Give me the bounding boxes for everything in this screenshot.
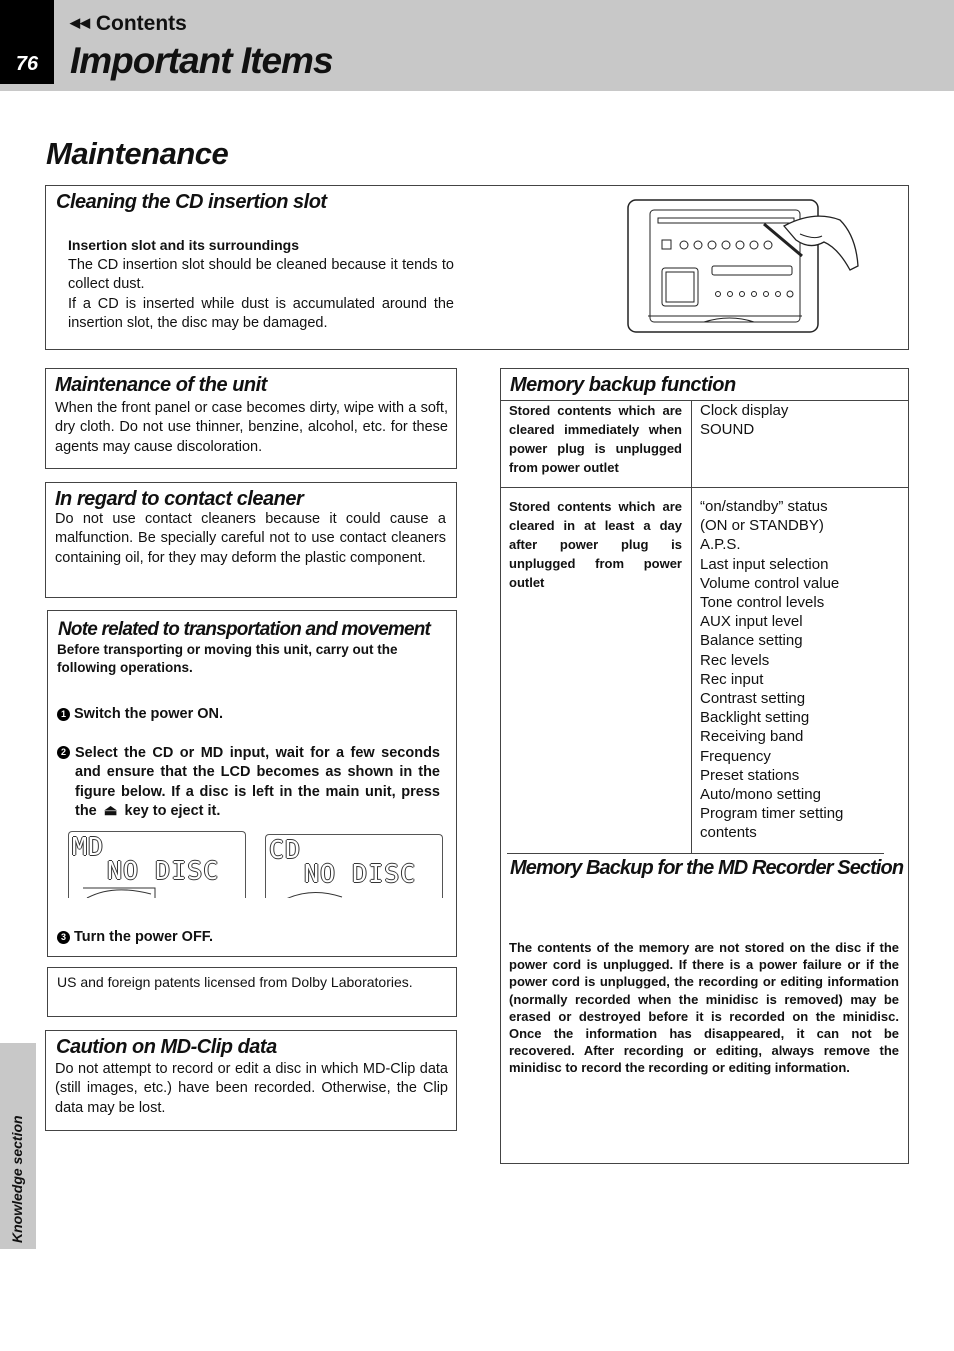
side-tab	[0, 1043, 36, 1249]
row-1-label: Stored contents which are cleared immediately when power plug is unplugged from power outlet	[509, 403, 682, 475]
transport-box	[47, 610, 457, 957]
lcd-md-label: MD	[72, 832, 105, 861]
patent-box	[47, 967, 457, 1017]
step-2-text-a: Select the CD or MD input, wait for a few seconds and ensure that the LCD becomes as shown in the figure below. If a disc is left in the main unit, press the	[75, 745, 440, 820]
row-2-item: contents	[700, 824, 757, 842]
lcd-md-disc-arc	[83, 880, 163, 898]
transport-title: Note related to transportation and movement	[58, 619, 431, 640]
lcd-cd-text: NO DISC	[304, 859, 417, 888]
memory-backup-box	[500, 368, 909, 1164]
transport-intro: Before transporting or moving this unit, carry out the following operations.	[57, 642, 398, 675]
md-recorder-title: Memory Backup for the MD Recorder Section	[510, 857, 904, 879]
lcd-md-display	[68, 831, 246, 898]
side-tab-label: Knowledge section	[9, 1115, 25, 1243]
page-title: Important Items	[70, 40, 333, 81]
row-2-item: Last input selection	[700, 555, 829, 573]
memory-backup-title: Memory backup function	[510, 374, 736, 396]
rewind-double-arrow-icon: ◀◀	[70, 15, 90, 30]
row-2-item: (ON or STANDBY)	[700, 517, 824, 535]
row-2-item: Volume control value	[700, 574, 840, 592]
cleaning-para-1: The CD insertion slot should be cleaned because it tends to collect dust.	[68, 257, 454, 293]
lcd-cd-disc-arc	[282, 883, 352, 898]
page-number: 76	[0, 0, 54, 84]
step-2	[75, 744, 440, 822]
cleaning-para-2: If a CD is inserted while dust is accumulated around the insertion slot, the disc may be damaged.	[68, 296, 454, 332]
contents-link[interactable]	[70, 12, 187, 36]
step-2-number: 2	[57, 746, 70, 759]
memory-table-col-rule	[691, 400, 692, 853]
row-1-item: Clock display	[700, 402, 789, 419]
row-2-item: Program timer setting	[700, 805, 844, 823]
row-2-item: Receiving band	[700, 728, 804, 746]
row-2-item: AUX input level	[700, 613, 803, 631]
row-2-label: Stored contents which are cleared in at least a day after power plug is unplugged from power outlet	[509, 499, 682, 590]
contact-cleaner-text: Do not use contact cleaners because it could cause a malfunction. Be specially careful not to use contact cleaners containing oil, for they may deform the plastic component.	[55, 511, 446, 566]
row-2-item: Balance setting	[700, 632, 803, 650]
cleaning-subheading: Insertion slot and its surroundings	[68, 237, 300, 253]
row-2-item: A.P.S.	[700, 536, 741, 554]
row-2-item: Auto/mono setting	[700, 786, 821, 804]
eject-icon: ⏏	[103, 803, 118, 820]
cleaning-title: Cleaning the CD insertion slot	[56, 191, 327, 213]
step-3-text: Turn the power OFF.	[74, 929, 214, 945]
caution-md-text: Do not attempt to record or edit a disc in which MD-Clip data (still images, etc.) have been recorded. Otherwise, the Clip data may be lost.	[55, 1061, 448, 1116]
row-2-item: Contrast setting	[700, 690, 806, 708]
step-2-text-b: key to eject it.	[124, 803, 221, 820]
step-2-number-wrap	[57, 744, 74, 760]
row-2-item: Rec input	[700, 670, 764, 688]
row-2-item: Backlight setting	[700, 709, 810, 727]
lcd-cd-label: CD	[269, 835, 302, 864]
contact-cleaner-box	[45, 482, 457, 598]
memory-table-bottom-rule	[507, 853, 884, 854]
maintenance-unit-text: When the front panel or case becomes dirty, wipe with a soft, dry cloth. Do not use thinner, benzine, alcohol, etc. for these agents may cause discoloration.	[55, 400, 448, 455]
row-1-item: SOUND	[700, 421, 755, 439]
cd-slot-cleaning-illustration	[624, 196, 864, 338]
memory-table-mid-rule	[501, 487, 908, 488]
caution-md-box	[45, 1030, 457, 1131]
maintenance-unit-title: Maintenance of the unit	[55, 374, 267, 396]
row-1-items	[700, 401, 900, 439]
contents-label: Contents	[95, 12, 187, 35]
row-2-item: Tone control levels	[700, 594, 825, 612]
step-1-number: 1	[57, 708, 70, 721]
row-2-item: Preset stations	[700, 766, 800, 784]
md-recorder-text: The contents of the memory are not stored on the disc if the power cord is unplugged. If there is a power failure or if the power cord is unplugged, the recording or editing information (normally recorded when the minidisc is removed) may be erased or destroyed before it is recorded on the minidisc. Once the information has disappeared, it can not be recovered. After recording or editing, always remove the minidisc to record the recording or editing information.	[509, 940, 899, 1076]
contact-cleaner-title: In regard to contact cleaner	[55, 488, 304, 510]
lcd-md-text: NO DISC	[107, 856, 220, 885]
cleaning-box	[45, 185, 909, 350]
step-3-number: 3	[57, 931, 70, 944]
step-3	[57, 929, 213, 945]
row-2-item: “on/standby” status	[700, 498, 828, 515]
row-2-items	[700, 497, 900, 843]
maintenance-unit-box	[45, 368, 457, 469]
lcd-cd-display	[265, 834, 443, 898]
section-title: Maintenance	[46, 136, 229, 171]
row-2-item: Rec levels	[700, 651, 770, 669]
row-2-item: Frequency	[700, 747, 771, 765]
step-1	[57, 706, 223, 722]
patent-text: US and foreign patents licensed from Dolby Laboratories.	[57, 974, 413, 990]
caution-md-title: Caution on MD-Clip data	[56, 1036, 277, 1058]
step-1-text: Switch the power ON.	[74, 706, 224, 722]
